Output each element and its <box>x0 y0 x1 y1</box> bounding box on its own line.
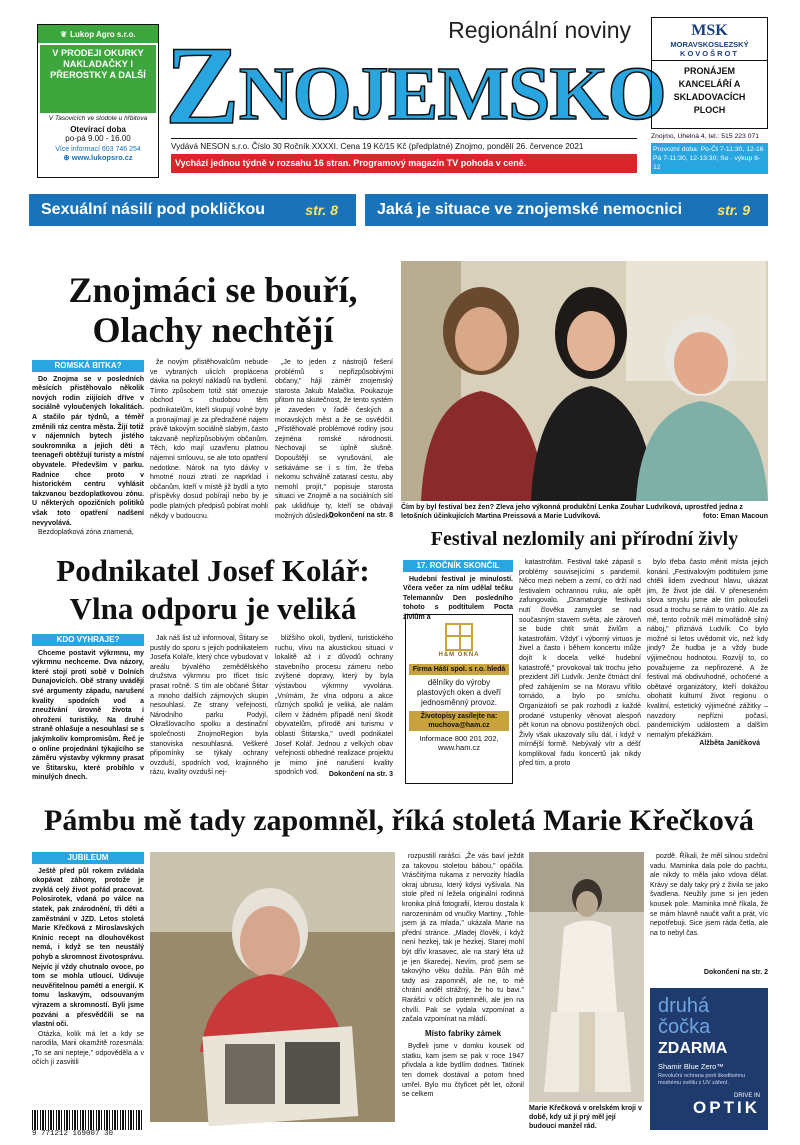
teaser-1-page: str. 8 <box>305 202 338 218</box>
photo-festival-svg <box>401 261 768 501</box>
festival-author: Alžběta Janíčková <box>699 740 760 747</box>
teaser-2[interactable] <box>365 194 768 226</box>
story1-headline <box>32 270 394 350</box>
young-photo-caption: Marie Křečková v orelském kroji v době, kdy už jí prý měl její budoucí manžel rád. <box>529 1105 642 1130</box>
photo-festival-women <box>401 261 768 501</box>
story2-headline-line1: Podnikatel Josef Kolář: <box>56 553 370 588</box>
optik-line2: čočka <box>658 1016 711 1038</box>
festival-col3 <box>647 558 768 739</box>
lukop-location: V Tasovicích ve stodole u hřbitova <box>48 115 148 122</box>
story2-headline-line2: Vlna odporu je veliká <box>69 591 357 626</box>
story2-col2 <box>150 634 268 780</box>
story2-col1 <box>32 634 144 784</box>
story1-headline-line2: Olachy nechtějí <box>92 310 334 350</box>
msk-company: MORAVSKOSLEZSKÝ <box>670 40 749 49</box>
story3-col1-end: Otázka, kolik má let a kdy se narodila, Marii okamžitě rozesmála: „To se ani nepteje," odpověděla a v očích jí zasvitili <box>32 1030 144 1067</box>
festival-col1 <box>403 560 513 620</box>
story1-col1 <box>32 360 144 537</box>
festival-kicker: 17. ROČNÍK SKONČIL <box>403 560 513 572</box>
story2-col3-text: bližšího okolí, bydlení, turistického ruchu, vlivu na akustickou situaci v lokalitě až i z důvodů ochrany stavebního procesu zámeru nebo zvýšené dopravy, který by byla výstavbou výkrmny vyvolána. „Vnímám, že vlna odporu a akce různých spolků je veliká, ale nalám cílem v žádném případě není škodit obyvatelům, přírodě ani turismu v oblasti Štitarska," uvedl podnikatel Josef Kolář. Jednou z velkých obav veřejnosti obhedné realizace projektu je mimo jiné narušení kvality spodních vod. <box>275 635 393 777</box>
okna-text: dělníky do výroby plastových oken a dveří jednosměnný provoz. <box>416 678 502 707</box>
optik-product: Shamir Blue Zero™ <box>658 1062 724 1071</box>
okna-brand: Firma Háší spol. s r.o. hledá <box>409 664 509 675</box>
story2-lead: Chceme postavit výkrmnu, my výkrmnu nechceme. Dva názory, které stojí proti sobě v Dolních Dunajovicích. Obě strany uvádějí své argumenty západu, narušení kvality spodních vod a zneužívání úrovně života i ohrožení turistiky. Na druhé straně ohlašuje a nesouhlasí se s jakýmkoliv kompromisům. Řeč je o online projednání týkajícího se záměru výstavby výkrmny prasat ve Štitarsku, které probíhlo v minulých dnech. <box>32 649 144 782</box>
optik-line3: ZDARMA <box>658 1040 728 1057</box>
photo-marie-krecova <box>150 852 395 1122</box>
red-line: Vychází jednou týdně v rozsahu 16 stran. Programový magazín TV pohoda v ceně. <box>171 154 637 173</box>
story1-col3-text: „Je to jeden z nástrojů řešení problémů s nepřizpůsobivými občany," hájí záměr znojemský starosta Jakub Malačka. Poukazuje přitom na skutečnost, že tento systém je zaveden v řadě českých a moravských měst a že se osvědčil. „Přistěhovalé problémové rodiny jsou zejména romské národnosti. Nechovají se úplně slušně. Dopouštějí se vyrušování, ale setkáváme se i s tím, že třeba nekomu schválně zatarasí cestu, aby nemohl projít," popisuje starosta situaci ve Znojmě a na sociálních sítí pak uklidňuje ty, kteří se obávají možných důsledků. <box>275 359 393 520</box>
teaser-1-text: Sexuální násilí pod pokličkou <box>41 201 266 218</box>
story2-kicker: KDO VYHRAJE? <box>32 634 144 646</box>
msk-logo-text: MSK <box>691 22 728 39</box>
festival-headline: Festival nezlomily ani přírodní živly <box>430 528 739 550</box>
story1-col3 <box>275 358 393 520</box>
msk-logo <box>652 18 767 40</box>
story3-col3 <box>402 852 524 1137</box>
story3-col3-end: Bydleli jsme v domku kousek od statku, kam jsem se pak v roce 1947 přivdala a kde bydlím dodnes. Tatínek ten domek dostával a potom hned umřel. Bylo mu čtyřicet pět let, ožonil se celkem <box>402 1043 524 1099</box>
photo1-caption-text: Čím by byl festival bez žen? Zleva jeho výkonná produkční Lenka Zouhar Ludvíková, uprostřed jedna z letošních účinkujících Martina Preissová a Marie Ludvíková. <box>401 504 743 520</box>
masthead-title <box>165 22 666 151</box>
okna-logo-text: H&M OKNA <box>438 651 480 658</box>
masthead-subtitle: Regionální noviny <box>448 17 631 43</box>
story2-continued: Dokončení na str. 3 <box>328 771 393 778</box>
photo-young-svg <box>529 852 644 1102</box>
story2-col2-text: Jak náš list už informoval, Štitary se pustily do sporu s jejich podnikatelem Josefa Koláře, který chce vybudovat v areálu bývalého zemědělského družstva výkrmnu pro třicet tisíc prasat ročně. S tím ale občané Štitar a mnoho dalších zájmových skupin nesouhlasí. Ze strany veřejnosti, Národního parku Podyjí, Okrašlovacího spolku a destinační společnosti ZnojmoRegion byla stanoviska nesouhlasná. Veškeré připomínky se týkaly ochrany ovzduší, spodních vod, krajinného rázu, kvality ovzduší nej- <box>150 635 268 777</box>
globe-icon: ⊕ <box>63 153 72 162</box>
story3-lead: Ještě před půl rokem zvládala okopávat záhony, protože je zvyklá celý život pořád pracovat. Polosirotek, vdaná po válce na statek, pak znárodnění, tři děti a zaměstnání v JZD. Letos stoletá Marie Křečková z Miroslavských Knínic recept na dlouhověkost nemá, i když se ten neustálý pohyb a skromnost životosprávu. Nejvíc jí vždy chutnalo ovoce, po tom se mohla utloucí. Udivuje neuvěřitelnou pamětí a energií. K tomu laskavým, odsouvaným výrazem a skromností. Byli jsme pozváni a přesvědčili se na vlastní oči. <box>32 867 144 1029</box>
story3-col4-text: pozdě. Říkali, že měl silnou srdeční vadu. Maminka dala pole do pachtu, ale nikdy to měla jako vdova dělat. Krávy se daly taky prý z živila se jako švadlena. Neužily jsme si jen jeden kousek pole. Maminka mně říkala, že se mám hlavně naučit vařit a prát, víc nepotřebuji. Sice jsem ráda četla, ale na to nebyl čas. <box>650 853 768 937</box>
festival-col2 <box>519 558 641 784</box>
optik-desc: Revoluční ochrana proti škodlivému modrému světlu z UV záření. <box>658 1073 746 1086</box>
story3-kicker: JUBILEUM <box>32 852 144 864</box>
story1-continued: Dokončení na str. 8 <box>328 512 393 519</box>
story1-col1-end: Bezdoplatková zóna znamená, <box>38 529 134 537</box>
teaser-1[interactable] <box>29 194 356 226</box>
leaf-icon: ❦ <box>60 29 68 39</box>
optik-brand: OPTIK <box>693 1098 760 1117</box>
okna-info: Informace 800 201 202, www.ham.cz <box>419 734 499 752</box>
optik-drive: DRIVE IN <box>733 1093 760 1099</box>
festival-col2-text: katastrofám. Festival také zápasil s problémy souvisejícími s pandemií. Něco mezi nebem a zemí, co drží nad festivalem ochrannou ruku, ale opět zafungovalo. „Dramaturgie festivalu nutí člověka zamyslet se nad současným stavem světa, ale zároveň se bude chtít smát živlům a katastrofám. Vždyť i výborný virtuos je živel a často i během koncertu může dojít k docela velké hudební katastrofě," provokoval tak trochu jeho prezident Jiří Ludvík. Jenže čtrnáct dní před zahájením se na Moravu vřítilo tornádo, a bylo po smíchu. Organizátoři se pak rozhodli z každé prodané vstupenky věnovat alespoň pět korun na obnovu postižených obcí. Živly však ukazovaly sílu dál, i když v mírnější formě. Nebývalý vítr a déšť komplikoval řadu koncertů jak nikdy před tím, a proto <box>519 559 641 768</box>
msk-hours: Provozní doba: Po-Čt 7-11:30, 12-16 Pá 7-11:30, 12-13:30; So - výkup 8-12 <box>651 143 768 174</box>
photo1-credit: foto: Eman Macoun <box>703 513 768 520</box>
publisher-line: Vydává NESON s.r.o. Číslo 30 Ročník XXXXI. Cena 19 Kč/15 Kč (předplatné) Znojmo, pondělí 26. července 2021 <box>171 138 637 151</box>
lukop-headline: V PRODEJI OKURKY NAKLADAČKY I PŘEROSTKY A DALŠÍ <box>40 45 156 113</box>
story3-headline: Pámbu mě tady zapomněl, říká stoletá Marie Křečková <box>44 804 754 837</box>
festival-col3-text: bylo třeba často měnit místa jejich konání. „Festivalovým podtitulem jsme chtěli lidem zvednout hlavu, ukázat jim, že život jde dál. V přeneseném slova smyslu jsme ale tím pokoušeli osud a trochu se nám to vrátilo. Ale za mě, tento ročník měl mimořádně silný náboj," přiznává Ludvík. Co bylo možné si letos uvědomit víc, než kdy jindy? Že hudba je a vždy bude výjimečnou hodnotou. Rozvíjí to, co považujeme za nepřirozené. A že festival má obdivuhodné, ochočené a obětavé organizátory, kteří dokážou obohatit kulturní život regionu o kvalitní, estetický výjimečné zážitky – navzdory nepřízni počasí, pandemickým událostem a dalším nemalým překážkám. <box>647 559 768 739</box>
msk-offer: PRONÁJEM KANCELÁŘÍ A SKLADOVACÍCH PLOCH <box>673 66 746 115</box>
lukop-logo: ❦ Lukop Agro s.r.o. <box>38 25 158 43</box>
teaser-2-page: str. 9 <box>717 202 750 218</box>
story2-headline <box>32 552 394 628</box>
lukop-ad <box>37 24 159 178</box>
msk-ad <box>651 17 768 181</box>
okna-cv: Životopisy zasílejte na: muchova@ham.cz <box>409 711 509 731</box>
photo-marie-young <box>529 852 644 1102</box>
masthead-rest: NOJEMSKO <box>238 52 666 136</box>
optik-line1: druhá <box>658 995 710 1017</box>
barcode-bars <box>32 1110 144 1130</box>
story3-continued: Dokončení na str. 2 <box>703 969 768 976</box>
festival-lead: Hudební festival je minulostí. Včera večer za ním udělal tečku Telemannův Den posledního tohoto s podtitulem Pocta živlům a <box>403 575 513 621</box>
window-icon <box>445 623 473 651</box>
teaser-2-text: Jaká je situace ve znojemské nemocnici <box>377 201 683 218</box>
photo-marie-svg <box>150 852 395 1122</box>
story3-subhead: Místo fabriky zámek <box>424 1028 502 1038</box>
lukop-info: Více informací 603 746 254 <box>55 146 141 153</box>
okna-logo <box>409 618 509 664</box>
story3-col3-text: rozpustilí rarášci. „Že vás baví ježdit za takovou stoletou bábou," opáčila. Vrásčitýma rukama z nervozity hladila okraj ubrusu, který kdysi vyšívala. Na stole před ní ležela originální rodinná kronika plná fotografií, kterou dostala k narozeninám od vnučky Martiny. „Tohle jsem já za mlada," ukázala Marie na přední stránce. „Mladej člověk, i když není hezkej, tak je hezkej. Starej mohl být dřív krasavec, ale na starý léta už je jen škaredej. Nevím, proč jsem se takovýho věku dožila. Pán Bůh mě tady asi zapomněl, ale ne, to mě chrání anděl strážný, že ho tu bavi." Rarášci v očích potemněli, ale jen na chvíli. Pak se vydala vzpomínat a začala vzpomínat na mládí. <box>402 853 524 1024</box>
msk-address: Znojmo, Uhelná 4, tel.: 515 223 071 <box>651 133 760 140</box>
lukop-web[interactable]: ⊕ www.lukopsro.cz <box>63 153 133 162</box>
story1-kicker: ROMSKÁ BITKA? <box>32 360 144 372</box>
lukop-hours: po-pá 9.00 - 16.00 <box>65 134 131 143</box>
story1-lead: Do Znojma se v posledních měsících přistěhovalo několik nových rodin ziijících dříve v sociálně vyloučených lokalitách. A stačilo pár týdnů, a téměř změnili ráz centra města. Žijí totiž v nájemních bytech jistého soukromníka a jejich děti a teenageři obtěžují turisty a místní obyvatele. Především v parku. Radnice chce proto v historickém centru vyhlásit takzvanou bezdoplatkovou zónu. U některých opozičních politiků však toto opatření nadšení nevyvolává. <box>32 375 144 527</box>
photo1-caption <box>401 503 768 521</box>
story1-col2 <box>150 358 268 523</box>
story1-headline-line1: Znojmáci se bouří, <box>68 270 358 310</box>
masthead <box>165 14 666 180</box>
barcode-digits: 9 771212 169007 30 <box>32 1130 114 1138</box>
msk-company2: KOVOŠROT <box>652 49 767 61</box>
story3-col4 <box>650 852 768 970</box>
masthead-first-letter: Z <box>165 24 239 148</box>
barcode <box>32 1110 144 1140</box>
story3-col1 <box>32 852 144 1108</box>
story1-col2-text: že novým přistěhovalcům nebude ve vybraných ulicích proplácena dávka na pokrytí nákladů na bydlení. Tímto způsobem totiž stát omezuje obchod s chudobou těm podnikatelům, kteří skupují volné byty a pronajímají je za předražené nájem právě takovým sociálně slabým, často takzvaně nepřizpůsobivým občanům. Těch, kdo mají uzavřenu platnou nájemní smlouvu, se ale toto opatření nedotkne. Nárok na tyto dávky v hmotné nouzi ztratí ze naprklad i občanům, kteří v místě již bydlí a tyto příspěvky dosud pobírají nebo by je podle platných předpisů pobírat mohli někdy v budoucnu. <box>150 359 268 520</box>
lukop-hours-label: Otevírací doba <box>70 125 126 134</box>
okna-ad <box>405 614 513 784</box>
optik-ad <box>650 988 768 1130</box>
